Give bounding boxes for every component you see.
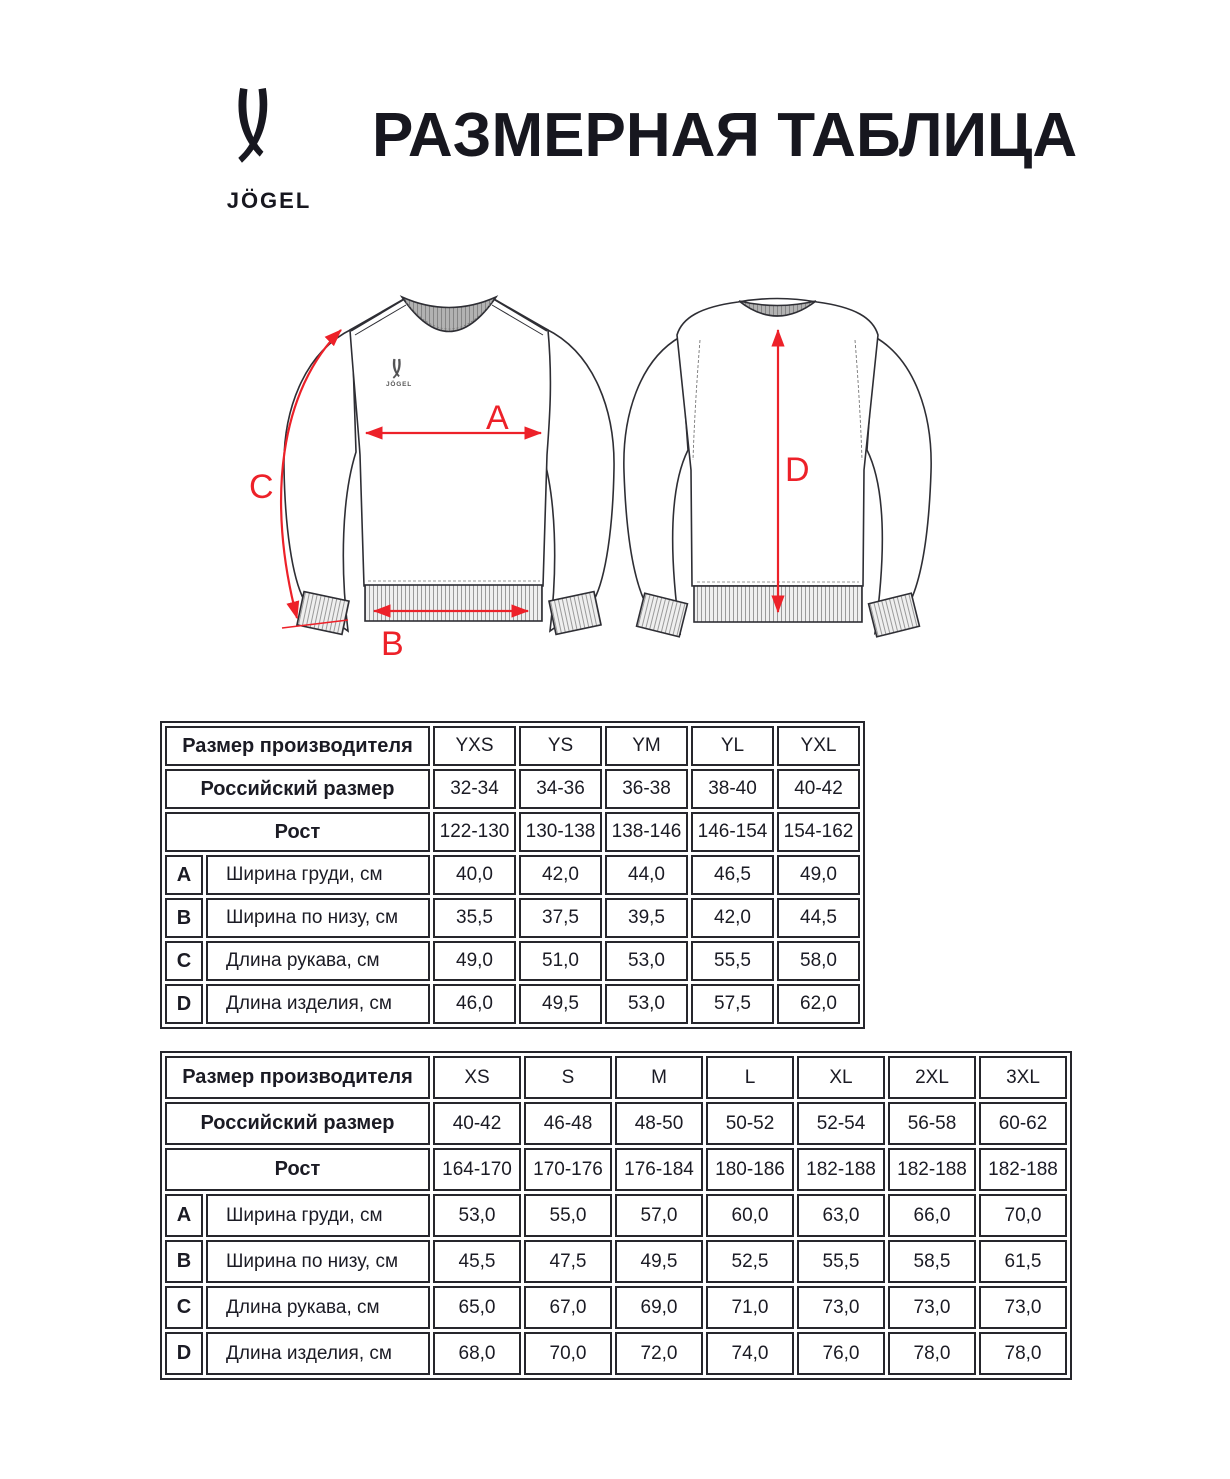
measure-value: 49,5	[615, 1240, 703, 1283]
measure-value: 71,0	[706, 1286, 794, 1329]
header-value: 40-42	[433, 1102, 521, 1145]
measure-value: 39,5	[605, 898, 688, 938]
measure-key: B	[165, 1240, 203, 1283]
measure-value: 53,0	[433, 1194, 521, 1237]
size-header-row	[165, 812, 860, 852]
measure-value: 66,0	[888, 1194, 976, 1237]
header-value: 146-154	[691, 812, 774, 852]
header-value: 60-62	[979, 1102, 1067, 1145]
header-value: 2XL	[888, 1056, 976, 1099]
header-value: 38-40	[691, 769, 774, 809]
measure-key: A	[165, 855, 203, 895]
size-header-row	[165, 1148, 1067, 1191]
header-value: 170-176	[524, 1148, 612, 1191]
measure-value: 69,0	[615, 1286, 703, 1329]
measure-value: 46,0	[433, 984, 516, 1024]
measure-value: 60,0	[706, 1194, 794, 1237]
measure-value: 70,0	[524, 1332, 612, 1375]
measure-row	[165, 1286, 1067, 1329]
measure-value: 53,0	[605, 941, 688, 981]
header-value: S	[524, 1056, 612, 1099]
size-header-row	[165, 1056, 1067, 1099]
measure-value: 40,0	[433, 855, 516, 895]
size-header-row	[165, 1102, 1067, 1145]
header-value: 32-34	[433, 769, 516, 809]
measure-value: 58,0	[777, 941, 860, 981]
header-value: 182-188	[797, 1148, 885, 1191]
measure-value: 46,5	[691, 855, 774, 895]
measure-value: 58,5	[888, 1240, 976, 1283]
measure-value: 73,0	[979, 1286, 1067, 1329]
header-value: YXS	[433, 726, 516, 766]
header-label: Размер производителя	[165, 1056, 430, 1099]
measure-value: 51,0	[519, 941, 602, 981]
measure-value: 62,0	[777, 984, 860, 1024]
header-value: 138-146	[605, 812, 688, 852]
measure-key: C	[165, 1286, 203, 1329]
measure-value: 42,0	[519, 855, 602, 895]
header-value: 122-130	[433, 812, 516, 852]
header-value: 182-188	[979, 1148, 1067, 1191]
measure-value: 49,5	[519, 984, 602, 1024]
measure-value: 45,5	[433, 1240, 521, 1283]
measure-label-a: A	[486, 399, 509, 437]
measure-key: C	[165, 941, 203, 981]
measure-value: 55,5	[797, 1240, 885, 1283]
measure-value: 74,0	[706, 1332, 794, 1375]
measure-label-b: B	[381, 625, 404, 663]
header-label: Размер производителя	[165, 726, 430, 766]
measure-value: 35,5	[433, 898, 516, 938]
header-value: YXL	[777, 726, 860, 766]
measure-key: B	[165, 898, 203, 938]
measure-value: 76,0	[797, 1332, 885, 1375]
measure-value: 68,0	[433, 1332, 521, 1375]
header-label: Российский размер	[165, 1102, 430, 1145]
size-header-row	[165, 769, 860, 809]
measure-label: Длина изделия, см	[206, 984, 430, 1024]
header-value: 52-54	[797, 1102, 885, 1145]
measure-label: Длина изделия, см	[206, 1332, 430, 1375]
measure-value: 57,5	[691, 984, 774, 1024]
header-value: YM	[605, 726, 688, 766]
header-value: 130-138	[519, 812, 602, 852]
measure-row	[165, 984, 860, 1024]
measure-label: Ширина по низу, см	[206, 1240, 430, 1283]
header-value: 164-170	[433, 1148, 521, 1191]
measure-value: 44,5	[777, 898, 860, 938]
size-table-youth	[160, 721, 865, 1029]
header-value: 48-50	[615, 1102, 703, 1145]
measure-key: A	[165, 1194, 203, 1237]
header-value: 180-186	[706, 1148, 794, 1191]
header-value: YL	[691, 726, 774, 766]
measure-value: 78,0	[979, 1332, 1067, 1375]
jogel-logo-icon	[233, 88, 273, 164]
measure-key: D	[165, 1332, 203, 1375]
measure-value: 61,5	[979, 1240, 1067, 1283]
header-value: 182-188	[888, 1148, 976, 1191]
measure-label: Ширина груди, см	[206, 1194, 430, 1237]
measure-value: 72,0	[615, 1332, 703, 1375]
sweatshirt-measure-diagram	[230, 268, 1030, 673]
svg-text:JÖGEL: JÖGEL	[386, 381, 413, 388]
measure-value: 53,0	[605, 984, 688, 1024]
measure-label-d: D	[785, 451, 810, 489]
measure-row	[165, 898, 860, 938]
measure-label: Ширина по низу, см	[206, 898, 430, 938]
measure-value: 67,0	[524, 1286, 612, 1329]
measure-value: 73,0	[888, 1286, 976, 1329]
header-value: 46-48	[524, 1102, 612, 1145]
page-title: РАЗМЕРНАЯ ТАБЛИЦА	[372, 101, 1078, 170]
measure-row	[165, 855, 860, 895]
header-value: 154-162	[777, 812, 860, 852]
measure-row	[165, 1240, 1067, 1283]
measure-value: 52,5	[706, 1240, 794, 1283]
header-value: 50-52	[706, 1102, 794, 1145]
brand-wordmark: JÖGEL	[226, 188, 312, 213]
header-value: 56-58	[888, 1102, 976, 1145]
measure-value: 37,5	[519, 898, 602, 938]
header-value: 36-38	[605, 769, 688, 809]
measure-label: Длина рукава, см	[206, 941, 430, 981]
measure-value: 49,0	[433, 941, 516, 981]
measure-row	[165, 1332, 1067, 1375]
header-value: XS	[433, 1056, 521, 1099]
measure-value: 49,0	[777, 855, 860, 895]
size-table-adult	[160, 1051, 1072, 1380]
measure-label-c: C	[249, 468, 274, 506]
measure-value: 63,0	[797, 1194, 885, 1237]
measure-row	[165, 941, 860, 981]
header-value: 40-42	[777, 769, 860, 809]
measure-value: 70,0	[979, 1194, 1067, 1237]
size-header-row	[165, 726, 860, 766]
measure-value: 44,0	[605, 855, 688, 895]
header-value: 3XL	[979, 1056, 1067, 1099]
header-value: 34-36	[519, 769, 602, 809]
measure-value: 78,0	[888, 1332, 976, 1375]
header-value: XL	[797, 1056, 885, 1099]
measure-row	[165, 1194, 1067, 1237]
measure-label: Ширина груди, см	[206, 855, 430, 895]
header-value: YS	[519, 726, 602, 766]
measure-value: 47,5	[524, 1240, 612, 1283]
measure-value: 42,0	[691, 898, 774, 938]
header-label: Рост	[165, 812, 430, 852]
measure-value: 57,0	[615, 1194, 703, 1237]
header-value: 176-184	[615, 1148, 703, 1191]
measure-value: 55,5	[691, 941, 774, 981]
header-value: L	[706, 1056, 794, 1099]
measure-key: D	[165, 984, 203, 1024]
measure-label: Длина рукава, см	[206, 1286, 430, 1329]
header-label: Российский размер	[165, 769, 430, 809]
header-value: M	[615, 1056, 703, 1099]
measure-value: 55,0	[524, 1194, 612, 1237]
measure-value: 65,0	[433, 1286, 521, 1329]
measure-value: 73,0	[797, 1286, 885, 1329]
sweatshirt-front-diagram	[284, 297, 614, 634]
header-label: Рост	[165, 1148, 430, 1191]
